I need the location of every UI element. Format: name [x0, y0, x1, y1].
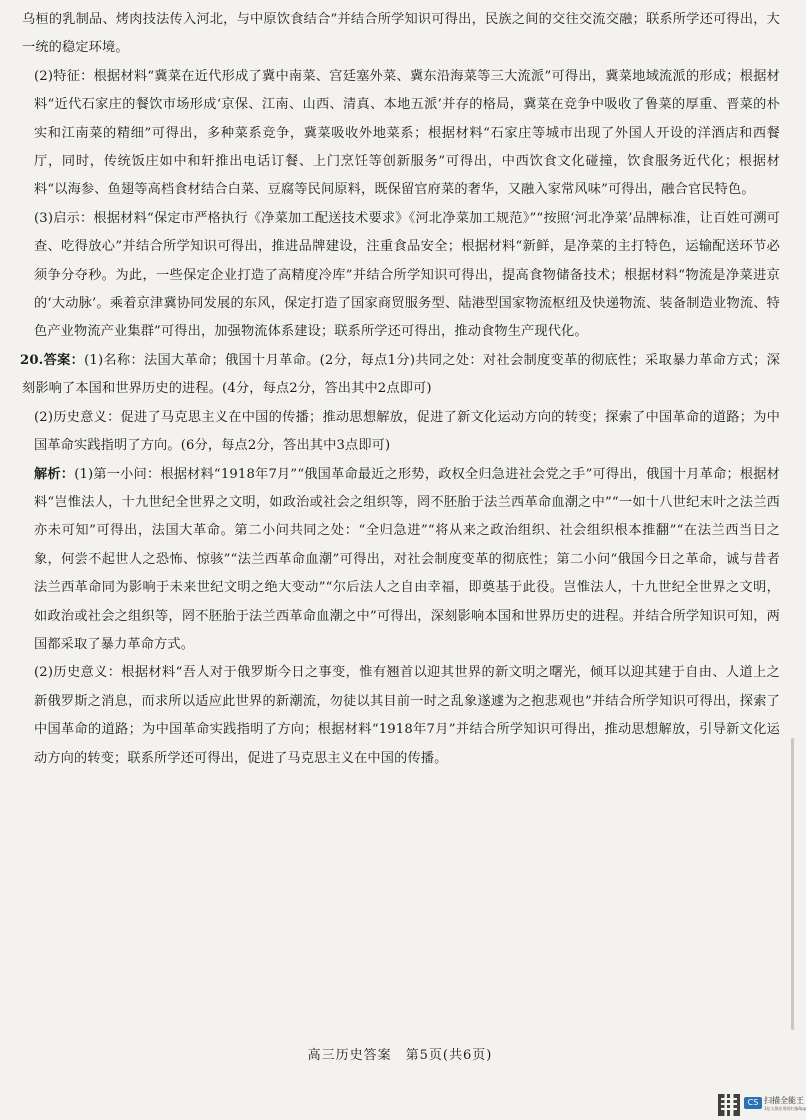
paragraph-continuation: 乌桓的乳制品、烤肉技法传入河北，与中原饮食结合”并结合所学知识可得出，民族之间的交往交流交融；联系所学还可得出，大一统的稳定环境。	[22, 12, 780, 56]
scrollbar[interactable]	[791, 738, 794, 1030]
watermark-tagline: 3亿人都在用的扫描App	[764, 1106, 806, 1111]
analysis-part-2: (2)历史意义：根据材料“吾人对于俄罗斯今日之事变，惟有翘首以迎其世界的新文明之曙光，倾耳以迎其建于自由、人道上之新俄罗斯之消息，而求所以适应此世界的新潮流，勿徒以其目前一时之乱象遂遽为之抱悲观也”并结合所学知识可得出，探索了中国革命的道路；为中国革命实践指明了方向；根据材料“1918年7月”并结合所学知识可得出，推动思想解放，引导新文化运动方向的转变；联系所学还可得出，促进了马克思主义在中国的传播。	[34, 665, 780, 766]
scanner-watermark	[718, 1093, 806, 1117]
page-footer: 高三历史答案 第5页(共6页)	[307, 1048, 493, 1063]
analysis-part-1-block	[22, 461, 780, 660]
paragraph-inspiration: (3)启示：根据材料“保定市严格执行《净菜加工配送技术要求》《河北净菜加工规范》”“按照‘河北净菜’品牌标准，让百姓可溯可查、吃得放心”并结合所学知识可得出，推进品牌建设，注重食品安全；根据材料“新鲜，是净菜的主打特色，运输配送环节必须争分夺秒。为此，一些保定企业打造了高精度冷库”并结合所学知识可得出，提高食物储备技术；根据材料“物流是净菜进京的‘大动脉’。乘着京津冀协同发展的东风，保定打造了国家商贸服务型、陆港型国家物流枢纽及快递物流、装备制造业物流、特色产业物流产业集群”可得出，加强物流体系建设；联系所学还可得出，推动食物生产现代化。	[34, 210, 780, 340]
analysis-part-1: (1)第一小问：根据材料“1918年7月”“俄国革命最近之形势，政权全归急进社会党之手”可得出，俄国十月革命；根据材料“岂惟法人，十九世纪全世界之文明，如政治或社会之组织等，罔不胚胎于法兰西革命血潮之中”“一如十八世纪末叶之法兰西亦未可知”可得出，法国大革命。第二小问共同之处：“全归急进”“将从来之政治组织、社会组织根本推翻”“在法兰西当日之象，何尝不起世人之恐怖、惊骇”“法兰西革命血潮”可得出，对社会制度变革的彻底性；第二小问“俄国今日之革命，诚与昔者法兰西革命同为影响于未来世纪文明之绝大变动”“尔后法人之自由幸福，即奠基于此役。岂惟法人，十九世纪全世界之文明，如政治或社会之组织等，罔不胚胎于法兰西革命血潮之中”可得出，深刻影响本国和世界历史的进程。并结合所学知识可知，两国都采取了暴力革命方式。	[34, 466, 780, 652]
paragraph-characteristics: (2)特征：根据材料“冀菜在近代形成了冀中南菜、宫廷塞外菜、冀东沿海菜等三大流派”可得出，冀菜地域流派的形成；根据材料“近代石家庄的餐饮市场形成‘京保、江南、山西、清真、本地五派’并存的格局，冀菜在竞争中吸收了鲁菜的厚重、晋菜的朴实和江南菜的精细”可得出，多种菜系竞争，冀菜吸收外地菜系；根据材料“石家庄等城市出现了外国人开设的洋酒店和西餐厅，同时，传统饭庄如中和轩推出电话订餐、上门烹饪等创新服务”可得出，中西饮食文化碰撞，饮食服务近代化；根据材料“以海参、鱼翅等高档食材结合白菜、豆腐等民间原料，既保留官府菜的奢华，又融入家常风味”可得出，融合官民特色。	[34, 68, 780, 198]
watermark-app-name: 扫描全能王	[764, 1096, 804, 1105]
answer-label: 答案：	[43, 352, 85, 368]
analysis-label: 解析：	[34, 466, 75, 482]
qr-code-icon	[718, 1094, 740, 1116]
answer-part-1: (1)名称：法国大革命；俄国十月革命。(2分，每点1分)共同之处：对社会制度变革的彻底性；采取暴力革命方式；深刻影响了本国和世界历史的进程。(4分，每点2分，答出其中2点即可)	[22, 352, 781, 397]
camscanner-logo: CS	[744, 1097, 762, 1109]
answer-content	[22, 6, 780, 773]
answer-part-2: (2)历史意义：促进了马克思主义在中国的传播；推动思想解放，促进了新文化运动方向的转变；探索了中国革命的道路；为中国革命实践指明了方向。(6分，每点2分，答出其中3点即可)	[34, 409, 780, 454]
question-20-answer	[22, 347, 780, 404]
question-number: 20.	[20, 352, 44, 368]
